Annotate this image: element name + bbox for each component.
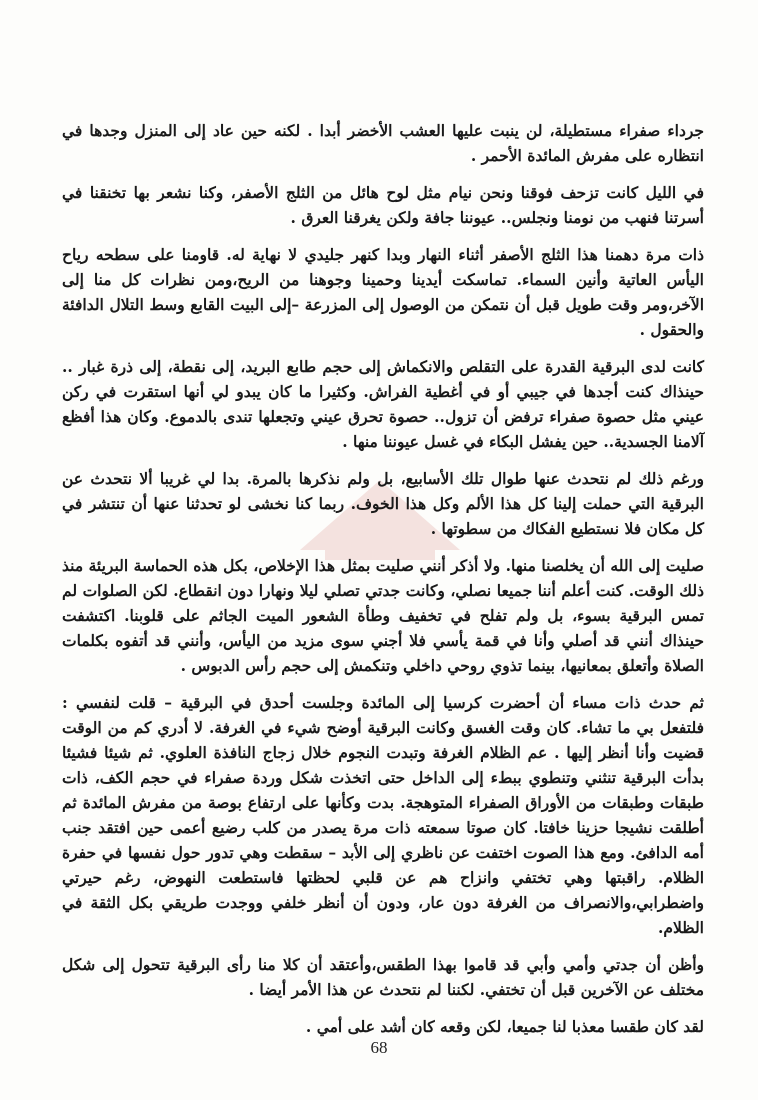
paragraph-5: ورغم ذلك لم نتحدث عنها طوال تلك الأسابيع، بل ولم نذكرها بالمرة. بدا لي غريبا ألا نتحدث عن البرقية التي حملت إلينا كل هذا الألم وكل هذا الخوف. ربما كنا نخشى لو تحدثنا عنها أن تنتشر في كل مكان فلا نستطيع الفكاك من سطوتها . [62, 469, 704, 538]
paragraph-6: صليت إلى الله أن يخلصنا منها. ولا أذكر أنني صليت بمثل هذا الإخلاص، بكل هذه الحماسة البريئة منذ ذلك الوقت. كنت أعلم أننا جميعا نصلي، وكانت جدتي تصلي ليلا ونهارا دون انقطاع. لكن الصلوات لم تمس البرقية بسوء، بل ولم تفلح في تخفيف وطأة الشعور الميت الجاثم على قلوبنا. اكتشفت حينذاك أنني قد أصلي وأنا في قمة يأسي فلا أجني سوى مزيد من اليأس، وأنني قد أتفوه بكلمات الصلاة وأتعلق بمعانيها، بينما تذوي روحي داخلي وتنكمش إلى حجم رأس الدبوس . [62, 556, 704, 675]
paragraph-2: في الليل كانت تزحف فوقنا ونحن نيام مثل لوح هائل من الثلج الأصفر، وكنا نشعر بها تخنقنا في أسرتنا فنهب من نومنا ونجلس.. عيوننا جافة ولكن يغرقنا العرق . [62, 183, 704, 227]
paragraph-4: كانت لدى البرقية القدرة على التقلص والانكماش إلى حجم طابع البريد، إلى نقطة، إلى ذرة غبار .. حينذاك كنت أجدها في جيبي أو في أغطية الفراش. وكثيرا ما كان يبدو لي أنها استقرت في ركن عيني مثل حصوة صفراء ترفض أن تزول.. حصوة تحرق عيني وتجعلها تندى بالدموع. وكان هذا أفظع آلامنا الجسدية.. حين يفشل البكاء في غسل عيوننا منها . [62, 357, 704, 451]
body-text [62, 118, 704, 1051]
paragraph-7: ثم حدث ذات مساء أن أحضرت كرسيا إلى المائدة وجلست أحدق في البرقية – قلت لنفسي : فلتفعل بي ما تشاء. كان وقت الغسق وكانت البرقية أوضح شيء في الغرفة. لا أدري كم من الوقت قضيت وأنا أنظر إليها . عم الظلام الغرفة وتبدت النجوم خلال زجاج النافذة العلوي. ثم شيئا فشيئا بدأت البرقية تنثني وتنطوي ببطء إلى الداخل حتى اتخذت شكل وردة صفراء في حجم الكف، ذات طبقات وطبقات من الأوراق الصفراء المتوهجة. بدت وكأنها على ارتفاع بوصة من مفرش المائدة ثم أطلقت نشيجا حزينا خافتا. كان صوتا سمعته ذات مرة يصدر من كلب رضيع أعمى حين افتقد جنب أمه الدافئ. ومع هذا الصوت اختفت عن ناظري إلى الأبد – سقطت وهي تدور حول نفسها في حفرة الظلام. راقبتها وهي تختفي وانزاح هم عن قلبي لحظتها فاستطعت النهوض، رغم حيرتي واضطرابي،والانصراف من الغرفة دون عار، ودون أن أنظر خلفي ووجدت طريقي بكل الثقة في الظلام. [62, 693, 704, 937]
page-number: 68 [370, 1038, 388, 1057]
paragraph-9: لقد كان طقسا معذبا لنا جميعا، لكن وقعه كان أشد على أمي . [305, 1017, 704, 1036]
paragraph-3: ذات مرة دهمنا هذا الثلج الأصفر أثناء النهار وبدا كنهر جليدي لا نهاية له. قاومنا على سطحه رياح اليأس العاتية وأنين السماء. تماسكت أيدينا وحمينا وجوهنا من الريح،ومن نظرات كل منا إلى الآخر،ومر وقت طويل قبل أن نتمكن من الوصول إلى المزرعة –إلى البيت القابع وسط التلال الدافئة والحقول . [62, 245, 704, 339]
paragraph-1: جرداء صفراء مستطيلة، لن ينبت عليها العشب الأخضر أبدا . لكنه حين عاد إلى المنزل وجدها في انتظاره على مفرش المائدة الأحمر . [62, 121, 704, 165]
paragraph-8: وأظن أن جدتي وأمي وأبي قد قاموا بهذا الطقس،وأعتقد أن كلا منا رأى البرقية تتحول إلى شكل مختلف عن الآخرين قبل أن تختفي. لكننا لم نتحدث عن هذا الأمر أيضا . [62, 955, 704, 999]
